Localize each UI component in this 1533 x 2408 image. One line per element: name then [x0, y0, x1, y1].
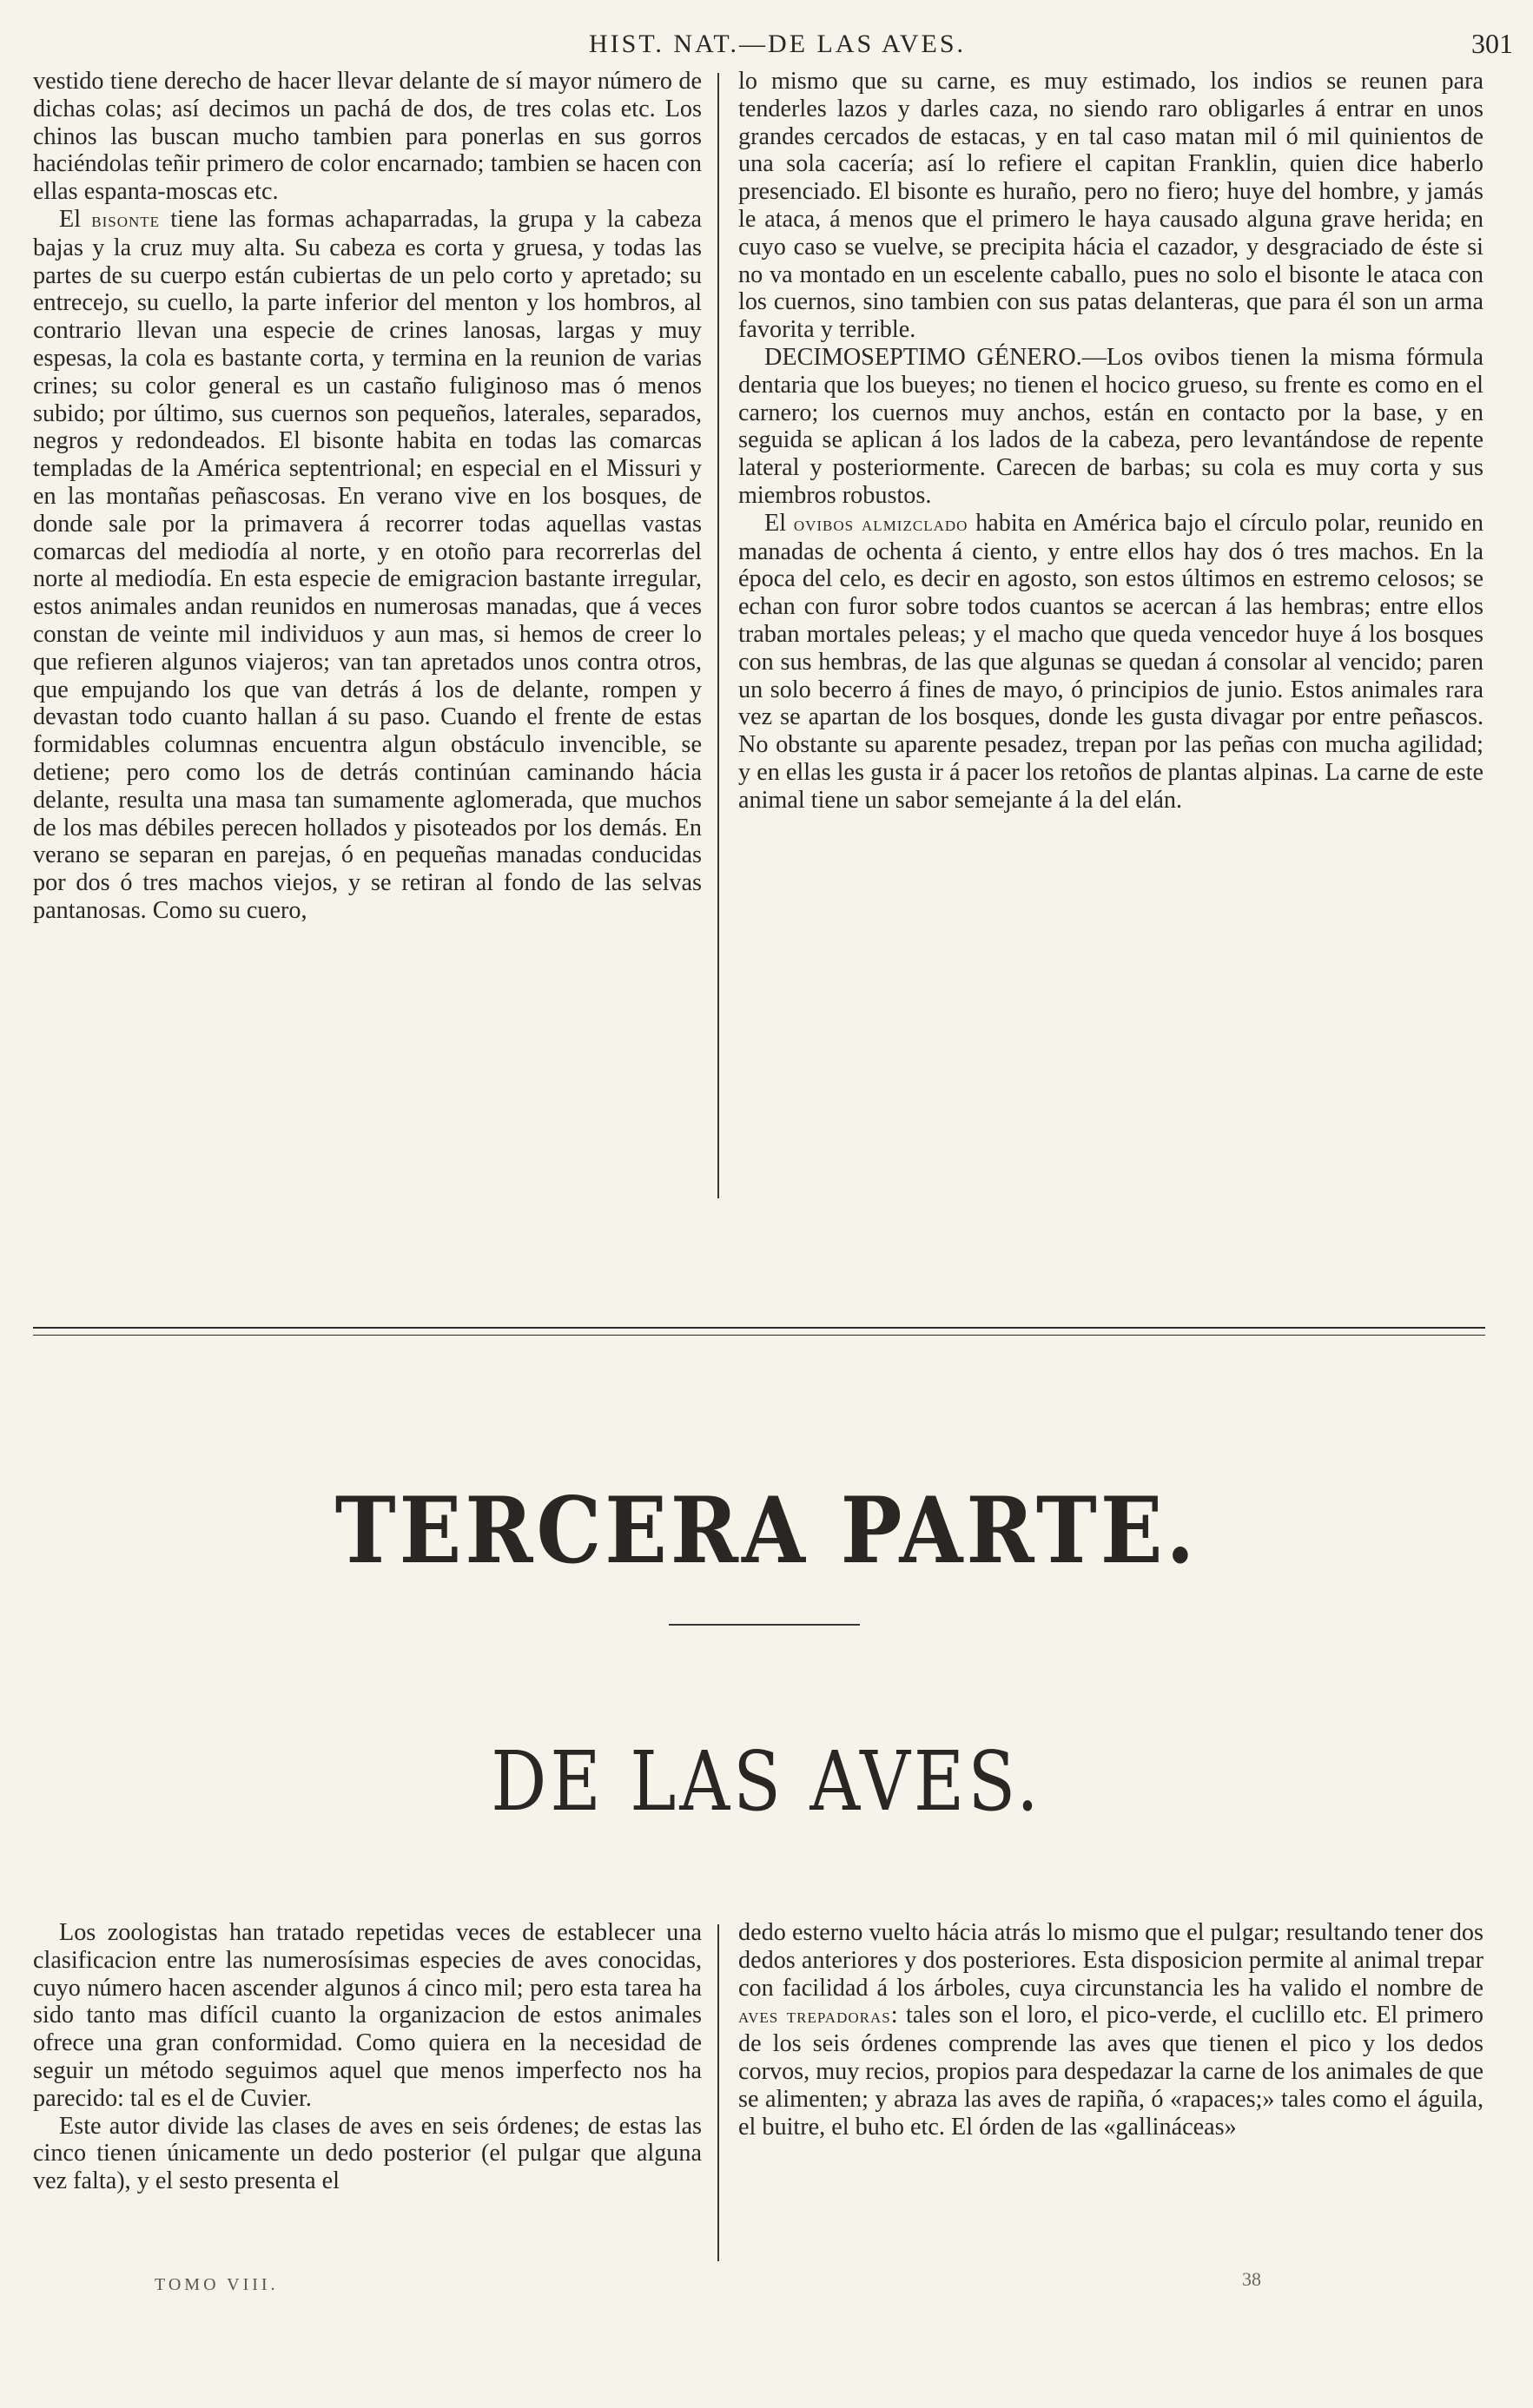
- page-number: 301: [1471, 28, 1513, 59]
- paragraph-text: dedo esterno vuelto hácia atrás lo mismo que el pulgar; resultando tener dos dedos anteriores y dos posteriores. Esta disposicion permite al animal trepar con facilidad á los árboles, cuya circunstancia les ha valido el nombre de: [738, 1919, 1483, 2002]
- species-name-bisonte: bisonte: [91, 208, 161, 232]
- top-right-column: [738, 68, 1483, 815]
- paragraph-text: tiene las formas achaparradas, la grupa y la cabeza bajas y la cruz muy alta. Su cabeza es corta y gruesa, y todas las partes de su cuerpo están cubiertas de un pelo corto y apretado; su entrecejo, su cuello, la parte inferior del menton y los hombros, al contrario llevan una especie de crines lanosas, largas y muy espesas, la cola es bastante corta, y termina en la reunion de varias crines; su color general es un castaño fuliginoso mas ó menos subido; por último, sus cuernos son pequeños, laterales, separados, negros y redondeados. El bisonte habita en todas las comarcas templadas de la América septentrional; en especial en el Missuri y en las montañas peñascosas. En verano vive en los bosques, de donde sale por la primavera á recorrer todas aquellas vastas comarcas del mediodía al norte, y en otoño para recorrerlas del norte al mediodía. En esta especie de emigracion bastante irregular, estos animales andan reunidos en numerosas manadas, que á veces constan de veinte mil individuos y aun mas, si hemos de creer lo que refieren algunos viajeros; van tan apretados unos contra otros, que empujando los que van detrás á los de delante, rompen y devastan todo cuanto hallan á su paso. Cuando el frente de estas formidables columnas encuentra algun obstáculo invencible, se detiene; pero como los de detrás continúan caminando hácia delante, resulta una masa tan sumamente aglomerada, que muchos de los mas débiles perecen hollados y pisoteados por los demás. En verano se separan en parejas, ó en pequeñas manadas conducidas por dos ó tres machos viejos, y se retiran al fondo de las selvas pantanosas. Como su cuero,: [33, 205, 702, 924]
- section-divider-rule: [33, 1327, 1485, 1336]
- title-underline: [669, 1624, 860, 1626]
- species-lead: El: [764, 509, 794, 537]
- paragraph-text: habita en América bajo el círculo polar, reunido en manadas de ochenta á ciento, y entre ellos hay dos ó tres machos. En la época del celo, es decir en agosto, son estos últimos en estremo celosos; se echan con furor sobre todos cuantos se acercan á las hembras; entre ellos traban mortales peleas; y el macho que queda vencedor huye á los bosques con sus hembras, de las que algunas se quedan á consolar al vencido; paren un solo becerro á fines de mayo, ó principios de junio. Estos animales rara vez se apartan de los bosques, donde les gusta divagar por entre peñascos. No obstante su aparente pesadez, trepan por las peñas con mucha agilidad; y en ellas les gusta ir á pacer los retoños de plantas alpinas. La carne de este animal tiene un sabor semejante á la del elán.: [738, 509, 1483, 814]
- signature-mark: 38: [1242, 2268, 1261, 2290]
- column-divider: [717, 1924, 719, 2261]
- paragraph-text: : tales son el loro, el pico-verde, el cuclillo etc. El primero de los seis órdenes comprende las aves que tienen el pico y los dedos corvos, muy recios, propios para despedazar la carne de los animales de que se alimenten; y abraza las aves de rapiña, ó «rapaces;» tales como el águila, el buitre, el buho etc. El órden de las «gallináceas»: [738, 2002, 1483, 2141]
- paragraph-orders: [738, 1919, 1483, 2141]
- bottom-right-column: [738, 1919, 1483, 2141]
- paragraph: vestido tiene derecho de hacer llevar delante de sí mayor número de dichas colas; así decimos un pachá de dos, de tres colas etc. Los chinos las buscan mucho tambien para ponerlas en sus gorros haciéndolas teñir primero de color encarnado; tambien se hacen con ellas espanta-moscas etc.: [33, 68, 702, 206]
- section-title: DE LAS AVES.: [491, 1733, 1042, 1830]
- paragraph-bisonte: El bisonte tiene las formas achaparradas, la grupa y la cabeza bajas y la cruz muy alta. Su cabeza es corta y gruesa, y todas las partes de su cuerpo están cubiertas de un pelo corto y apretado; su entrecejo, su cuello, la parte inferior del menton y los hombros, al contrario llevan una especie de crines lanosas, largas y muy espesas, la cola es bastante corta, y termina en la reunion de varias crines; su color general es un castaño fuliginoso mas ó menos subido; por último, sus cuernos son pequeños, laterales, separados, negros y redondeados. El bisonte habita en todas las comarcas templadas de la América septentrional; en especial en el Missuri y en las montañas peñascosas. En verano vive en los bosques, de donde sale por la primavera á recorrer todas aquellas vastas comarcas del mediodía al norte, y en otoño para recorrerlas del norte al mediodía. En esta especie de emigracion bastante irregular, estos animales andan reunidos en numerosas manadas, que á veces constan de veinte mil individuos y aun mas, si hemos de creer lo que refieren algunos viajeros; van tan apretados unos contra otros, que empujando los que van detrás á los de delante, rompen y devastan todo cuanto hallan á su paso. Cuando el frente de estas formidables columnas encuentra algun obstáculo invencible, se detiene; pero como los de detrás continúan caminando hácia delante, resulta una masa tan sumamente aglomerada, que muchos de los mas débiles perecen hollados y pisoteados por los demás. En verano se separan en parejas, ó en pequeñas manadas conducidas por dos ó tres machos viejos, y se retiran al fondo de las selvas pantanosas. Como su cuero,: [33, 205, 702, 924]
- paragraph: Los zoologistas han tratado repetidas veces de establecer una clasificacion entre las numerosísimas especies de aves conocidas, cuyo número hacen ascender algunos á cinco mil; pero esta tarea ha sido tanto mas difícil cuanto la organizacion de estos animales ofrece una gran conformidad. Como quiera en la necesidad de seguir un método seguimos aquel que menos imperfecto nos ha parecido: tal es el de Cuvier.: [33, 1919, 702, 2112]
- paragraph: Este autor divide las clases de aves en seis órdenes; de estas las cinco tienen únicamente un dedo posterior (el pulgar que alguna vez falta), y el sesto presenta el: [33, 2112, 702, 2195]
- paragraph-genus: [738, 344, 1483, 510]
- page-header: [26, 24, 1529, 66]
- order-name-trepadoras: aves trepadoras: [738, 2004, 891, 2029]
- paragraph-text: misma fórmula dentaria que los bueyes; no tienen el hocico grueso, su frente es como en el carnero; los cuernos muy anchos, están en contacto por la base, y en seguida se aplican á los lados de la cabeza, pero levantándose de repente lateral y posteriormente. Carecen de barbas; su cola es muy corta y sus miembros robustos.: [738, 343, 1484, 509]
- genus-lead: —Los ovibos tienen la: [1081, 343, 1319, 371]
- species-name-ovibos: ovibos almizclado: [793, 511, 968, 536]
- bottom-left-column: [33, 1919, 702, 2195]
- volume-mark: TOMO VIII.: [155, 2275, 279, 2294]
- paragraph-ovibos: [738, 510, 1483, 815]
- part-title: TERCERA PARTE.: [334, 1477, 1199, 1585]
- column-divider: [717, 73, 719, 1198]
- genus-heading: DECIMOSEPTIMO GÉNERO.: [764, 343, 1082, 371]
- running-title: HIST. NAT.—DE LAS AVES.: [588, 30, 967, 58]
- paragraph: lo mismo que su carne, es muy estimado, los indios se reunen para tenderles lazos y darles caza, no siendo raro obligarles á entrar en unos grandes cercados de estacas, y en tal caso matan mil ó mil quinientos de una sola cacería; así lo refiere el capitan Franklin, quien dice haberlo presenciado. El bisonte es huraño, pero no fiero; huye del hombre, y jamás le ataca, á menos que el primero le haya causado alguna grave herida; en cuyo caso se vuelve, se precipita hácia el cazador, y desgraciado de éste si no va montado en un escelente caballo, pues no solo el bisonte le ataca con los cuernos, sino tambien con sus patas delanteras, que para él son un arma favorita y terrible.: [738, 68, 1483, 344]
- top-left-column: [33, 68, 702, 925]
